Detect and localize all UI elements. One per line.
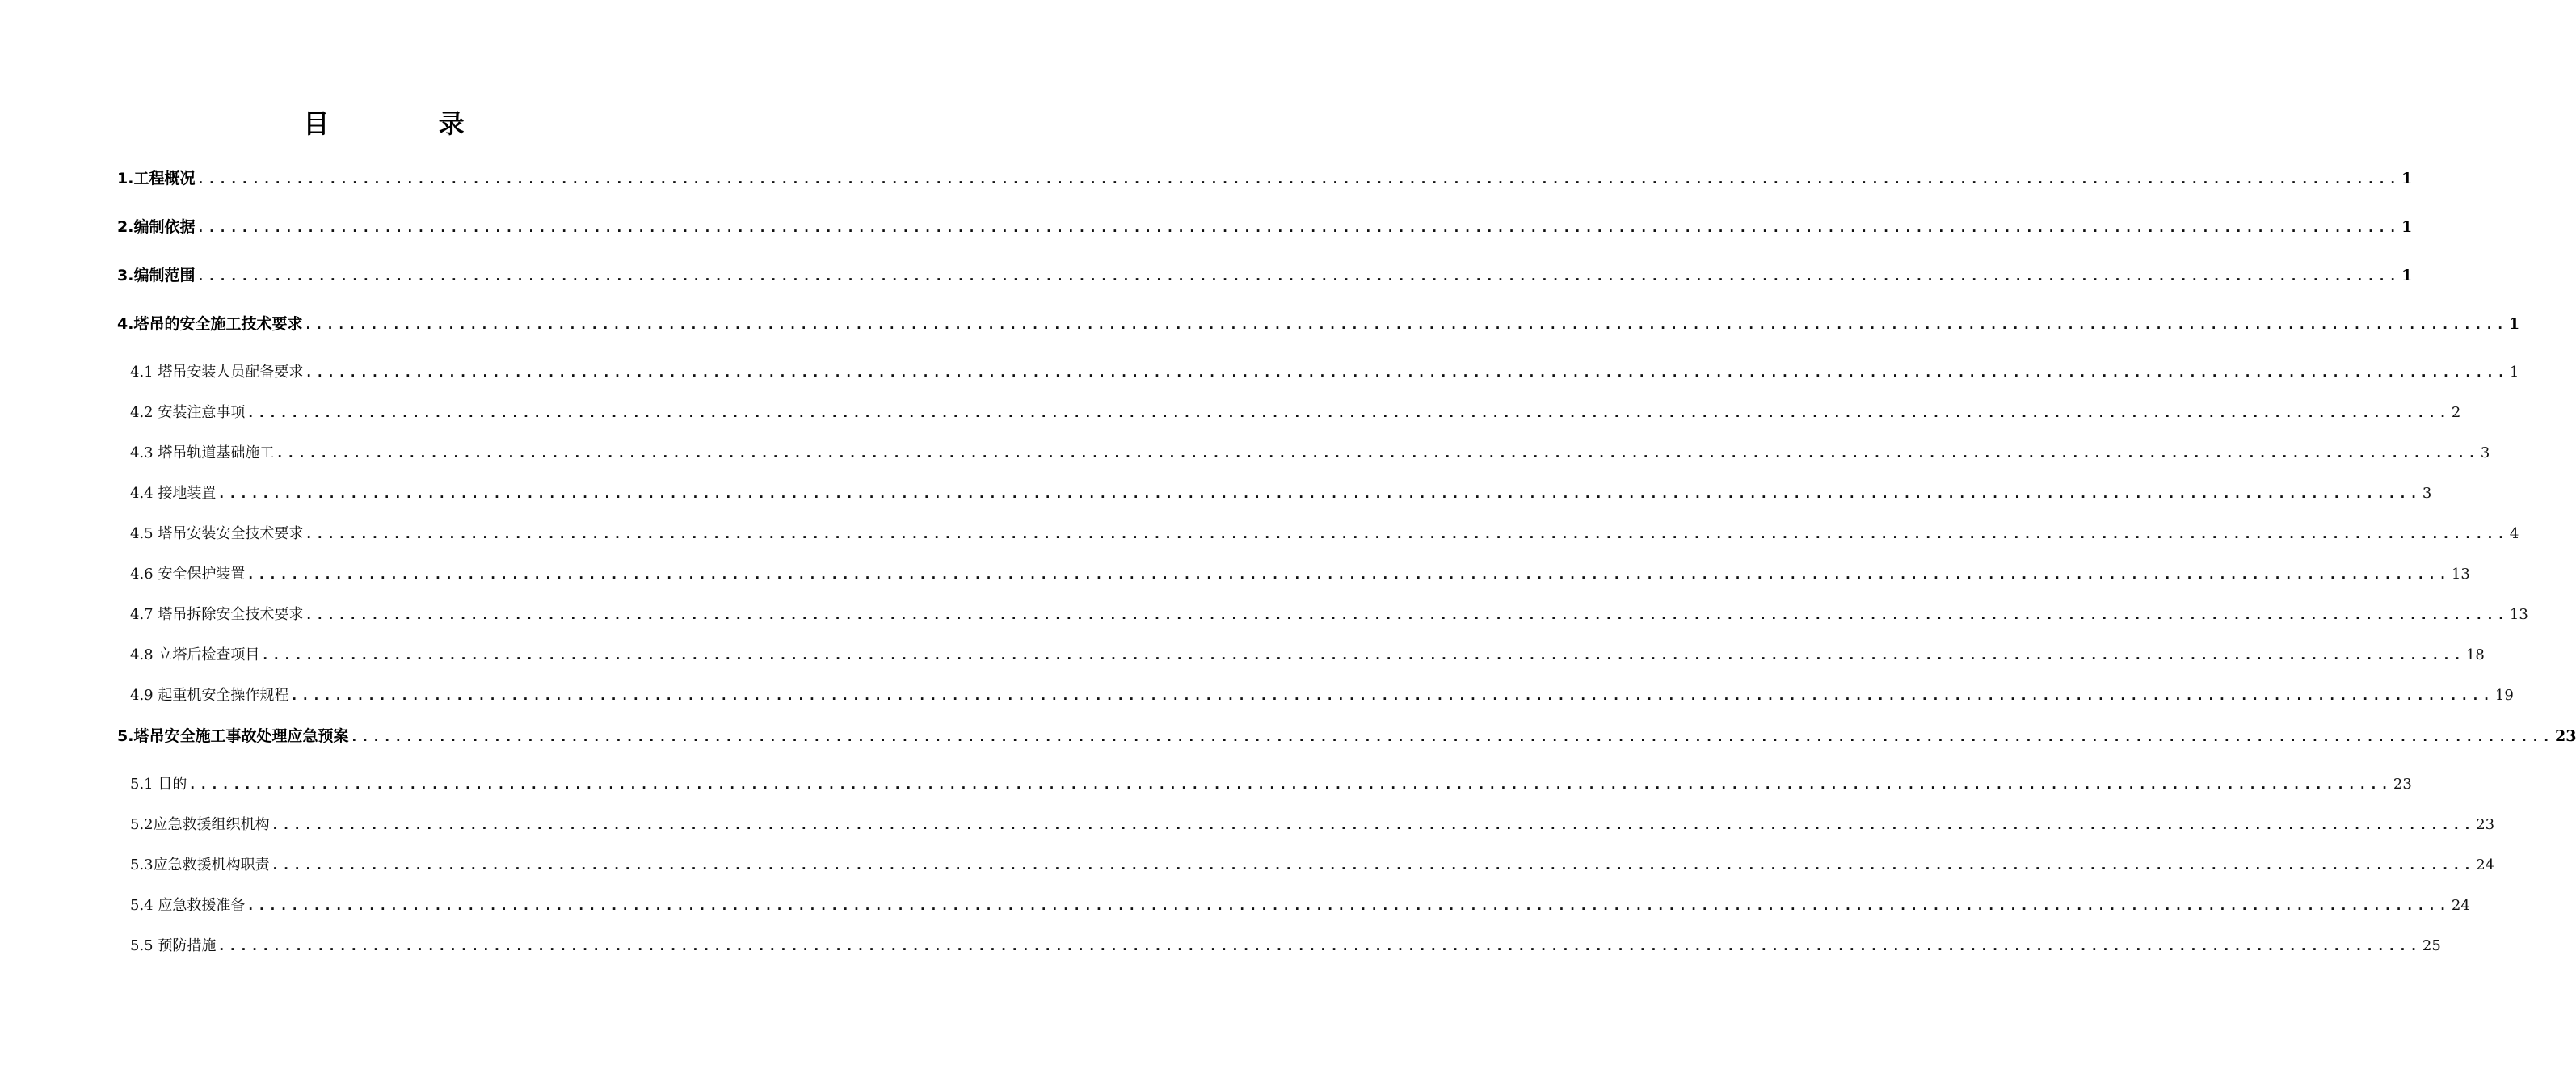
toc-page-number: 23 — [2555, 727, 2576, 745]
toc-page-number: 13 — [2509, 606, 2528, 623]
toc-entry-text: 4.2 安装注意事项 — [130, 404, 246, 421]
toc-page-number: 24 — [2476, 857, 2495, 873]
toc-entry[interactable] — [117, 514, 2519, 554]
toc-entry[interactable] — [117, 304, 2520, 352]
toc-page-number: 4 — [2509, 525, 2519, 542]
toc-entry-text: 5.4 应急救援准备 — [130, 897, 246, 914]
toc-page-number: 2 — [2451, 404, 2461, 421]
dot-leader: ........................................................................................................................................................................................................ — [246, 898, 2450, 913]
toc-entry-text: 2.编制依据 — [117, 218, 196, 236]
dot-leader: ........................................................................................................................................................................................................ — [196, 220, 2401, 235]
toc-page-number: 1 — [2401, 218, 2413, 236]
dot-leader: ........................................................................................................................................................................................................ — [246, 566, 2450, 582]
toc-page-number: 1 — [2401, 170, 2413, 187]
toc-entry[interactable] — [117, 352, 2519, 393]
toc-page-number: 24 — [2451, 897, 2470, 914]
toc-entry-text: 5.5 预防措施 — [130, 937, 217, 954]
toc-entry[interactable] — [117, 764, 2412, 805]
toc-entry[interactable] — [117, 595, 2528, 635]
dot-leader: ........................................................................................................................................................................................................ — [276, 445, 2479, 461]
dot-leader: ........................................................................................................................................................................................................ — [271, 857, 2475, 873]
dot-leader: ........................................................................................................................................................................................................ — [196, 171, 2401, 187]
toc-entry[interactable] — [117, 926, 2441, 966]
toc-entry-text: 4.塔吊的安全施工技术要求 — [117, 315, 303, 333]
toc-entry-text: 4.7 塔吊拆除安全技术要求 — [130, 606, 304, 623]
toc-page-number: 25 — [2422, 937, 2441, 954]
toc-entry[interactable] — [117, 255, 2413, 304]
dot-leader: ........................................................................................................................................................................................................ — [188, 777, 2392, 792]
dot-leader: ........................................................................................................................................................................................................ — [271, 817, 2475, 832]
toc-entry-text: 5.2应急救援组织机构 — [130, 816, 270, 833]
toc-title: 目 录 — [303, 108, 515, 139]
toc-entry[interactable] — [117, 158, 2413, 207]
dot-leader: ........................................................................................................................................................................................................ — [350, 729, 2554, 744]
toc-entry[interactable] — [117, 474, 2432, 514]
toc-entry-text: 4.1 塔吊安装人员配备要求 — [130, 364, 304, 381]
toc-page-number: 1 — [2509, 364, 2519, 381]
toc-page-number: 3 — [2422, 485, 2432, 502]
toc-entry[interactable] — [117, 805, 2495, 845]
toc-page-number: 1 — [2509, 315, 2520, 333]
table-of-contents — [117, 158, 2576, 966]
toc-entry[interactable] — [117, 886, 2470, 926]
toc-entry[interactable] — [117, 845, 2495, 886]
dot-leader: ........................................................................................................................................................................................................ — [261, 647, 2464, 663]
toc-page-number: 19 — [2494, 687, 2514, 704]
toc-entry[interactable] — [117, 554, 2470, 595]
toc-entry[interactable] — [117, 207, 2413, 255]
toc-entry[interactable] — [117, 393, 2461, 433]
toc-entry-text: 5.3应急救援机构职责 — [130, 857, 270, 873]
toc-page-number: 23 — [2476, 816, 2495, 833]
toc-page-number: 1 — [2401, 267, 2413, 284]
toc-entry-text: 5.1 目的 — [130, 776, 187, 793]
toc-entry-text: 4.8 立塔后检查项目 — [130, 646, 260, 663]
dot-leader: ........................................................................................................................................................................................................ — [196, 268, 2401, 284]
dot-leader: ........................................................................................................................................................................................................ — [305, 364, 2508, 380]
toc-entry[interactable] — [117, 716, 2576, 764]
toc-entry[interactable] — [117, 676, 2514, 716]
toc-page-number: 23 — [2393, 776, 2412, 793]
toc-page-number: 3 — [2480, 444, 2490, 461]
dot-leader: ........................................................................................................................................................................................................ — [217, 486, 2421, 501]
toc-entry-text: 4.6 安全保护装置 — [130, 566, 246, 583]
toc-entry-text: 4.4 接地装置 — [130, 485, 217, 502]
toc-page-number: 13 — [2451, 566, 2470, 583]
toc-page-number: 18 — [2465, 646, 2485, 663]
dot-leader: ........................................................................................................................................................................................................ — [305, 526, 2508, 541]
toc-entry-text: 4.3 塔吊轨道基础施工 — [130, 444, 275, 461]
toc-entry-text: 3.编制范围 — [117, 267, 196, 284]
dot-leader: ........................................................................................................................................................................................................ — [290, 688, 2494, 703]
toc-entry-text: 1.工程概况 — [117, 170, 196, 187]
toc-entry[interactable] — [117, 635, 2485, 676]
toc-entry[interactable] — [117, 433, 2490, 474]
dot-leader: ........................................................................................................................................................................................................ — [217, 938, 2421, 953]
toc-entry-text: 5.塔吊安全施工事故处理应急预案 — [117, 727, 349, 745]
dot-leader: ........................................................................................................................................................................................................ — [305, 607, 2508, 622]
toc-entry-text: 4.9 起重机安全操作规程 — [130, 687, 289, 704]
dot-leader: ........................................................................................................................................................................................................ — [304, 317, 2508, 332]
dot-leader: ........................................................................................................................................................................................................ — [246, 405, 2450, 420]
toc-entry-text: 4.5 塔吊安装安全技术要求 — [130, 525, 304, 542]
